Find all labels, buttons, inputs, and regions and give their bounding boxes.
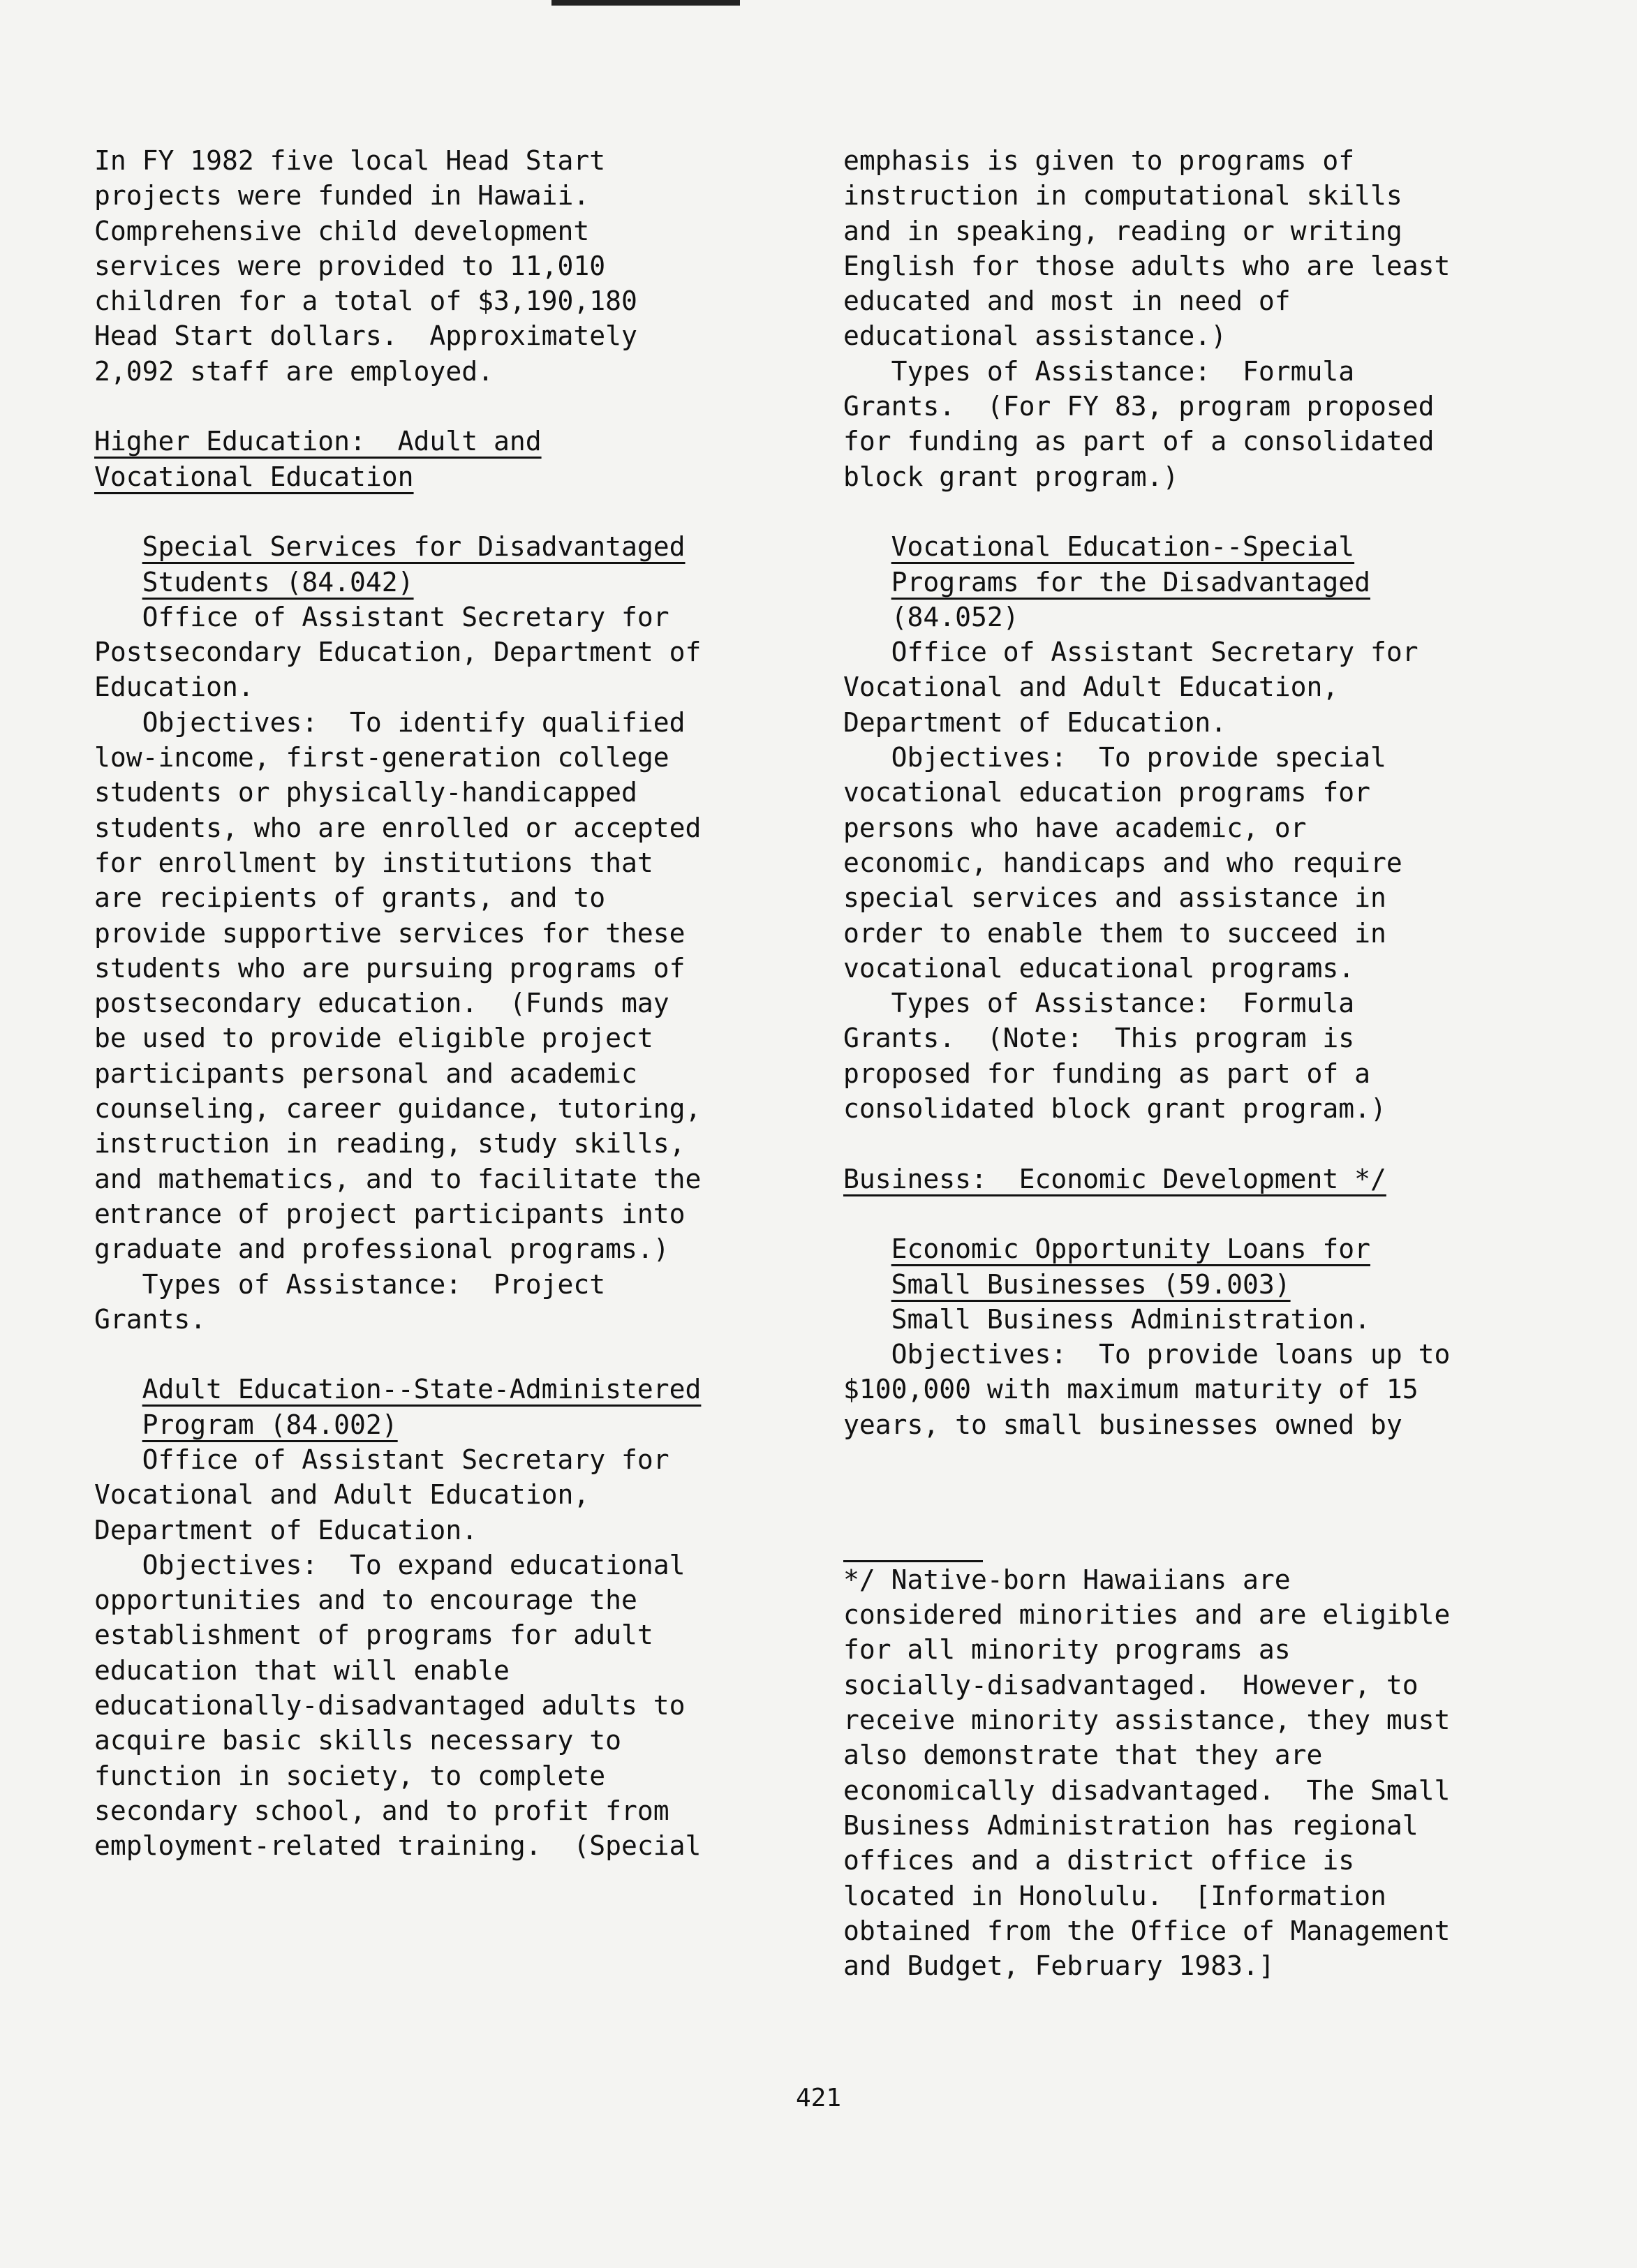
right-text-line: Grants. (For FY 83, program proposed — [843, 391, 1435, 422]
right-text-line: Office of Assistant Secretary for — [843, 637, 1419, 668]
right-text-line: Business Administration has regional — [843, 1809, 1419, 1841]
right-text-line: (84.052) — [843, 601, 1019, 632]
blank-line — [843, 1126, 1541, 1161]
left-text-line: graduate and professional programs.) — [94, 1233, 669, 1265]
right-text-line: socially-disadvantaged. However, to — [843, 1669, 1419, 1700]
left-text-line: Office of Assistant Secretary for — [94, 601, 669, 632]
left-text-line: 2,092 staff are employed. — [94, 355, 494, 387]
right-text-line: years, to small businesses owned by — [843, 1409, 1402, 1440]
underlined-heading-text: Small Businesses (59.003) — [891, 1268, 1291, 1300]
left-text-line: acquire basic skills necessary to — [94, 1725, 621, 1756]
underlined-heading-text: Students (84.042) — [142, 566, 414, 598]
left-text-line: function in society, to complete — [94, 1760, 606, 1791]
right-text-line: Grants. (Note: This program is — [843, 1023, 1355, 1054]
left-text-line: Types of Assistance: Project — [94, 1268, 606, 1300]
left-text-line: In FY 1982 five local Head Start — [94, 145, 606, 176]
left-text-line: Vocational and Adult Education, — [94, 1479, 590, 1511]
blank-line — [94, 1337, 764, 1372]
underlined-heading-text: Special Services for Disadvantaged — [142, 531, 686, 563]
left-text-line: Postsecondary Education, Department of — [94, 637, 702, 668]
blank-line — [843, 1513, 1541, 1548]
left-text-line: Comprehensive child development — [94, 215, 590, 246]
left-heading-line — [94, 565, 764, 600]
right-text-line: */ Native-born Hawaiians are — [843, 1564, 1291, 1595]
left-text-line: Head Start dollars. Approximately — [94, 320, 637, 352]
right-text-line: economic, handicaps and who require — [843, 847, 1402, 878]
left-text-line: students who are pursuing programs of — [94, 952, 686, 984]
left-heading-line — [94, 1372, 764, 1407]
left-text-line: are recipients of grants, and to — [94, 882, 606, 914]
left-text-line: secondary school, and to profit from — [94, 1795, 669, 1826]
right-text-line: persons who have academic, or — [843, 812, 1307, 843]
blank-line — [94, 389, 764, 424]
left-heading-line — [94, 529, 764, 564]
right-text-line: for funding as part of a consolidated — [843, 426, 1435, 457]
right-text-line: educational assistance.) — [843, 320, 1227, 352]
left-text-line: for enrollment by institutions that — [94, 847, 653, 878]
left-text-line: low-income, first-generation college — [94, 742, 669, 773]
right-heading-line — [843, 529, 1541, 564]
underlined-heading-text: Adult Education--State-Administered — [142, 1374, 702, 1405]
right-text-line: Vocational and Adult Education, — [843, 672, 1339, 703]
left-text-line: students or physically-handicapped — [94, 777, 637, 808]
right-text-line: vocational education programs for — [843, 777, 1370, 808]
left-heading-line — [94, 1407, 764, 1442]
left-text-line: counseling, career guidance, tutoring, — [94, 1093, 702, 1125]
underlined-heading-text: Vocational Education--Special — [891, 531, 1355, 563]
left-text-line: students, who are enrolled or accepted — [94, 812, 702, 843]
right-column — [843, 143, 1541, 1983]
left-text-line: educationally-disadvantaged adults to — [94, 1690, 686, 1721]
right-text-line: block grant program.) — [843, 461, 1179, 492]
right-heading-line — [843, 1162, 1541, 1196]
left-text-line: Objectives: To expand educational — [94, 1549, 686, 1580]
right-text-line: special services and assistance in — [843, 882, 1386, 914]
right-text-line: considered minorities and are eligible — [843, 1599, 1451, 1631]
underlined-heading-text: Business: Economic Development */ — [843, 1163, 1386, 1194]
blank-line — [843, 1477, 1541, 1512]
blank-line — [843, 494, 1541, 529]
right-heading-line — [843, 1231, 1541, 1266]
blank-line — [843, 1442, 1541, 1477]
right-text-line: Types of Assistance: Formula — [843, 355, 1355, 387]
left-text-line: projects were funded in Hawaii. — [94, 180, 590, 212]
right-text-line: Objectives: To provide special — [843, 742, 1386, 773]
right-text-line: located in Honolulu. [Information — [843, 1880, 1386, 1911]
left-text-line: services were provided to 11,010 — [94, 250, 606, 281]
right-text-line: order to enable them to succeed in — [843, 917, 1386, 949]
right-text-line: English for those adults who are least — [843, 250, 1451, 281]
underlined-heading-text: Economic Opportunity Loans for — [891, 1233, 1370, 1265]
right-text-line: Department of Education. — [843, 706, 1227, 738]
blank-line — [843, 1196, 1541, 1231]
right-text-line: economically disadvantaged. The Small — [843, 1774, 1451, 1806]
left-text-line: provide supportive services for these — [94, 917, 686, 949]
right-text-line: for all minority programs as — [843, 1634, 1291, 1666]
right-heading-line — [843, 565, 1541, 600]
left-text-line: participants personal and academic — [94, 1058, 637, 1089]
left-text-line: children for a total of $3,190,180 — [94, 286, 637, 317]
left-column — [94, 143, 764, 1864]
left-heading-line — [94, 424, 764, 459]
right-text-line: educated and most in need of — [843, 286, 1291, 317]
left-text-line: employment-related training. (Special — [94, 1830, 702, 1862]
underlined-heading-text: Programs for the Disadvantaged — [891, 566, 1370, 598]
blank-line — [94, 494, 764, 529]
right-text-line: Types of Assistance: Formula — [843, 988, 1355, 1019]
left-text-line: postsecondary education. (Funds may — [94, 988, 669, 1019]
right-text-line: receive minority assistance, they must — [843, 1705, 1451, 1736]
left-text-line: and mathematics, and to facilitate the — [94, 1163, 702, 1194]
right-text-line: proposed for funding as part of a — [843, 1058, 1370, 1089]
scan-edge-mark — [551, 0, 740, 6]
left-text-line: instruction in reading, study skills, — [94, 1128, 686, 1159]
right-text-line: and Budget, February 1983.] — [843, 1950, 1275, 1982]
right-text-line: Small Business Administration. — [843, 1303, 1370, 1335]
right-text-line: instruction in computational skills — [843, 180, 1402, 212]
right-text-line: obtained from the Office of Management — [843, 1915, 1451, 1946]
right-text-line: also demonstrate that they are — [843, 1740, 1323, 1771]
left-heading-line — [94, 459, 764, 494]
page-number: 421 — [795, 2084, 842, 2112]
right-text-line: $100,000 with maximum maturity of 15 — [843, 1374, 1419, 1405]
left-text-line: establishment of programs for adult — [94, 1620, 653, 1651]
left-text-line: Grants. — [94, 1303, 207, 1335]
left-text-line: Office of Assistant Secretary for — [94, 1444, 669, 1475]
right-text-line: and in speaking, reading or writing — [843, 215, 1402, 246]
right-heading-line — [843, 1267, 1541, 1302]
underlined-heading-text: Program (84.002) — [142, 1409, 398, 1440]
right-text-line: Objectives: To provide loans up to — [843, 1339, 1451, 1370]
right-text-line: offices and a district office is — [843, 1845, 1355, 1876]
underlined-heading-text: Higher Education: Adult and — [94, 426, 542, 457]
left-text-line: education that will enable — [94, 1654, 510, 1686]
left-text-line: opportunities and to encourage the — [94, 1585, 637, 1616]
left-text-line: Objectives: To identify qualified — [94, 706, 686, 738]
left-text-line: entrance of project participants into — [94, 1198, 686, 1229]
left-text-line: Department of Education. — [94, 1514, 478, 1546]
right-text-line: vocational educational programs. — [843, 952, 1355, 984]
left-text-line: Education. — [94, 672, 254, 703]
underlined-heading-text: Vocational Education — [94, 461, 414, 492]
right-text-line: emphasis is given to programs of — [843, 145, 1355, 176]
left-text-line: be used to provide eligible project — [94, 1023, 653, 1054]
right-text-line: consolidated block grant program.) — [843, 1093, 1386, 1125]
